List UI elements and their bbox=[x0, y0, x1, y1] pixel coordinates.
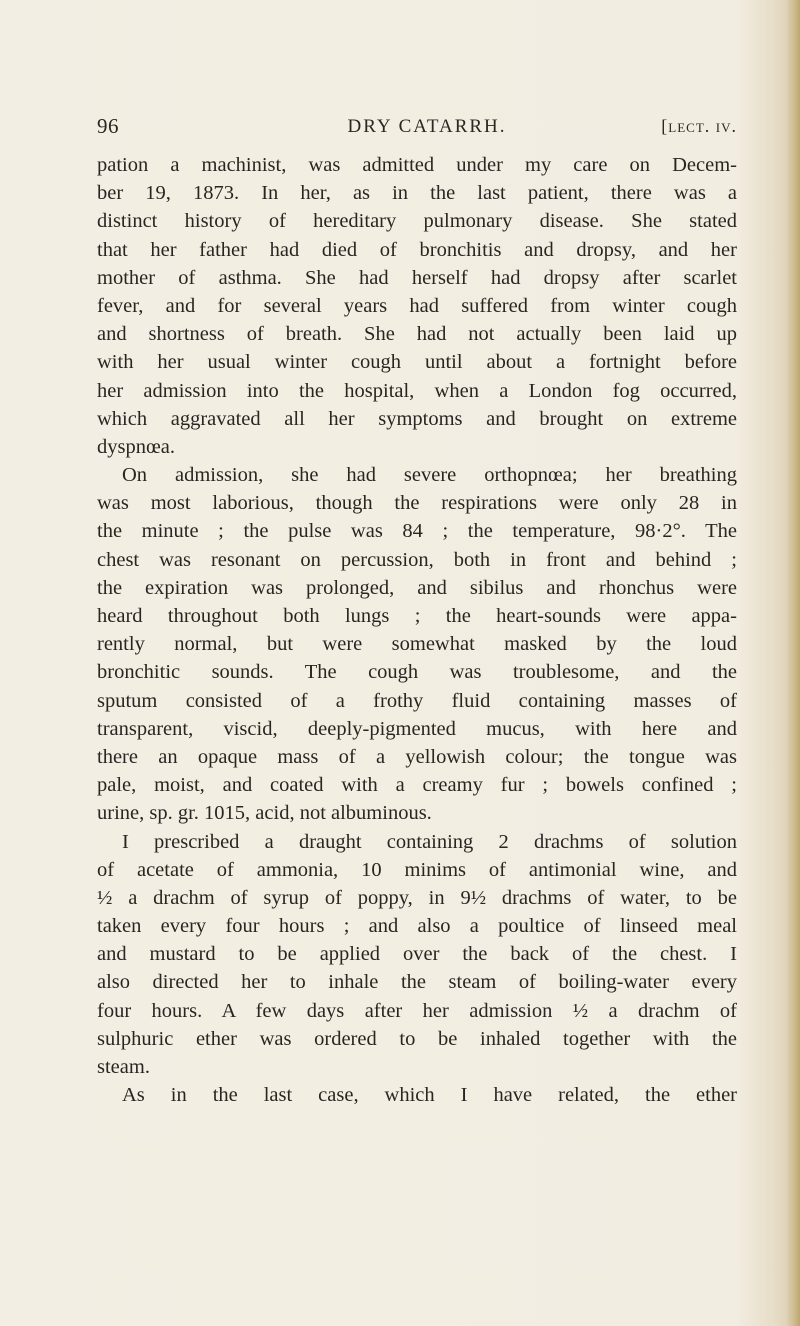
text-line: urine, sp. gr. 1015, acid, not albuminous. bbox=[97, 802, 432, 825]
text-line: steam. bbox=[97, 1056, 150, 1078]
text-line: and shortness of breath. She had not actually been laid up bbox=[97, 323, 737, 346]
text-line: which aggravated all her symptoms and brought on extreme bbox=[97, 407, 737, 430]
text-line: chest was resonant on percussion, both in front and behind ; bbox=[97, 548, 737, 571]
text-line: the minute ; the pulse was 84 ; the temperature, 98·2°. The bbox=[97, 520, 737, 543]
body-text bbox=[97, 151, 737, 1109]
text-line: As in the last case, which I have related, the ether bbox=[122, 1084, 737, 1107]
text-line: there an opaque mass of a yellowish colour; the tongue was bbox=[97, 745, 737, 768]
page-edge-shadow bbox=[786, 0, 800, 1326]
text-line: pale, moist, and coated with a creamy fur ; bowels confined ; bbox=[97, 774, 737, 797]
text-line: taken every four hours ; and also a poultice of linseed meal bbox=[97, 915, 737, 938]
text-line: On admission, she had severe orthopnœa; her breathing bbox=[122, 464, 737, 487]
text-line: sputum consisted of a frothy fluid containing masses of bbox=[97, 689, 737, 712]
text-line: transparent, viscid, deeply-pigmented mucus, with here and bbox=[97, 717, 737, 740]
running-title: DRY CATARRH. bbox=[347, 116, 507, 137]
text-line: ber 19, 1873. In her, as in the last patient, there was a bbox=[97, 182, 737, 205]
text-line: with her usual winter cough until about a fortnight before bbox=[97, 351, 737, 374]
text-line: pation a machinist, was admitted under my care on Decem- bbox=[97, 154, 737, 176]
text-line: I prescribed a draught containing 2 drachms of solution bbox=[122, 830, 737, 853]
text-line: distinct history of hereditary pulmonary disease. She stated bbox=[97, 210, 737, 233]
text-line: sulphuric ether was ordered to be inhaled together with the bbox=[97, 1027, 737, 1050]
text-line: heard throughout both lungs ; the heart-sounds were appa- bbox=[97, 605, 737, 627]
text-line: ½ a drachm of syrup of poppy, in 9½ drachms of water, to be bbox=[97, 886, 737, 909]
text-line: mother of asthma. She had herself had dropsy after scarlet bbox=[97, 266, 737, 289]
text-line: of acetate of ammonia, 10 minims of antimonial wine, and bbox=[97, 858, 737, 881]
text-line: fever, and for several years had suffered from winter cough bbox=[97, 294, 737, 317]
text-line: also directed her to inhale the steam of boiling-water every bbox=[97, 971, 737, 994]
lecture-marker: [lect. iv. bbox=[661, 116, 737, 136]
text-line: four hours. A few days after her admission ½ a drachm of bbox=[97, 999, 737, 1022]
text-line: the expiration was prolonged, and sibilus and rhonchus were bbox=[97, 576, 737, 599]
text-line: and mustard to be applied over the back of the chest. I bbox=[97, 943, 737, 966]
text-line: rently normal, but were somewhat masked by the loud bbox=[97, 633, 737, 656]
running-head bbox=[97, 114, 737, 148]
text-line: was most laborious, though the respirations were only 28 in bbox=[97, 492, 737, 515]
text-line: her admission into the hospital, when a London fog occurred, bbox=[97, 379, 737, 402]
page-number: 96 bbox=[97, 114, 119, 138]
text-line: bronchitic sounds. The cough was troublesome, and the bbox=[97, 661, 737, 684]
text-line: dyspnœa. bbox=[97, 435, 176, 458]
text-line: that her father had died of bronchitis and dropsy, and her bbox=[97, 238, 737, 261]
